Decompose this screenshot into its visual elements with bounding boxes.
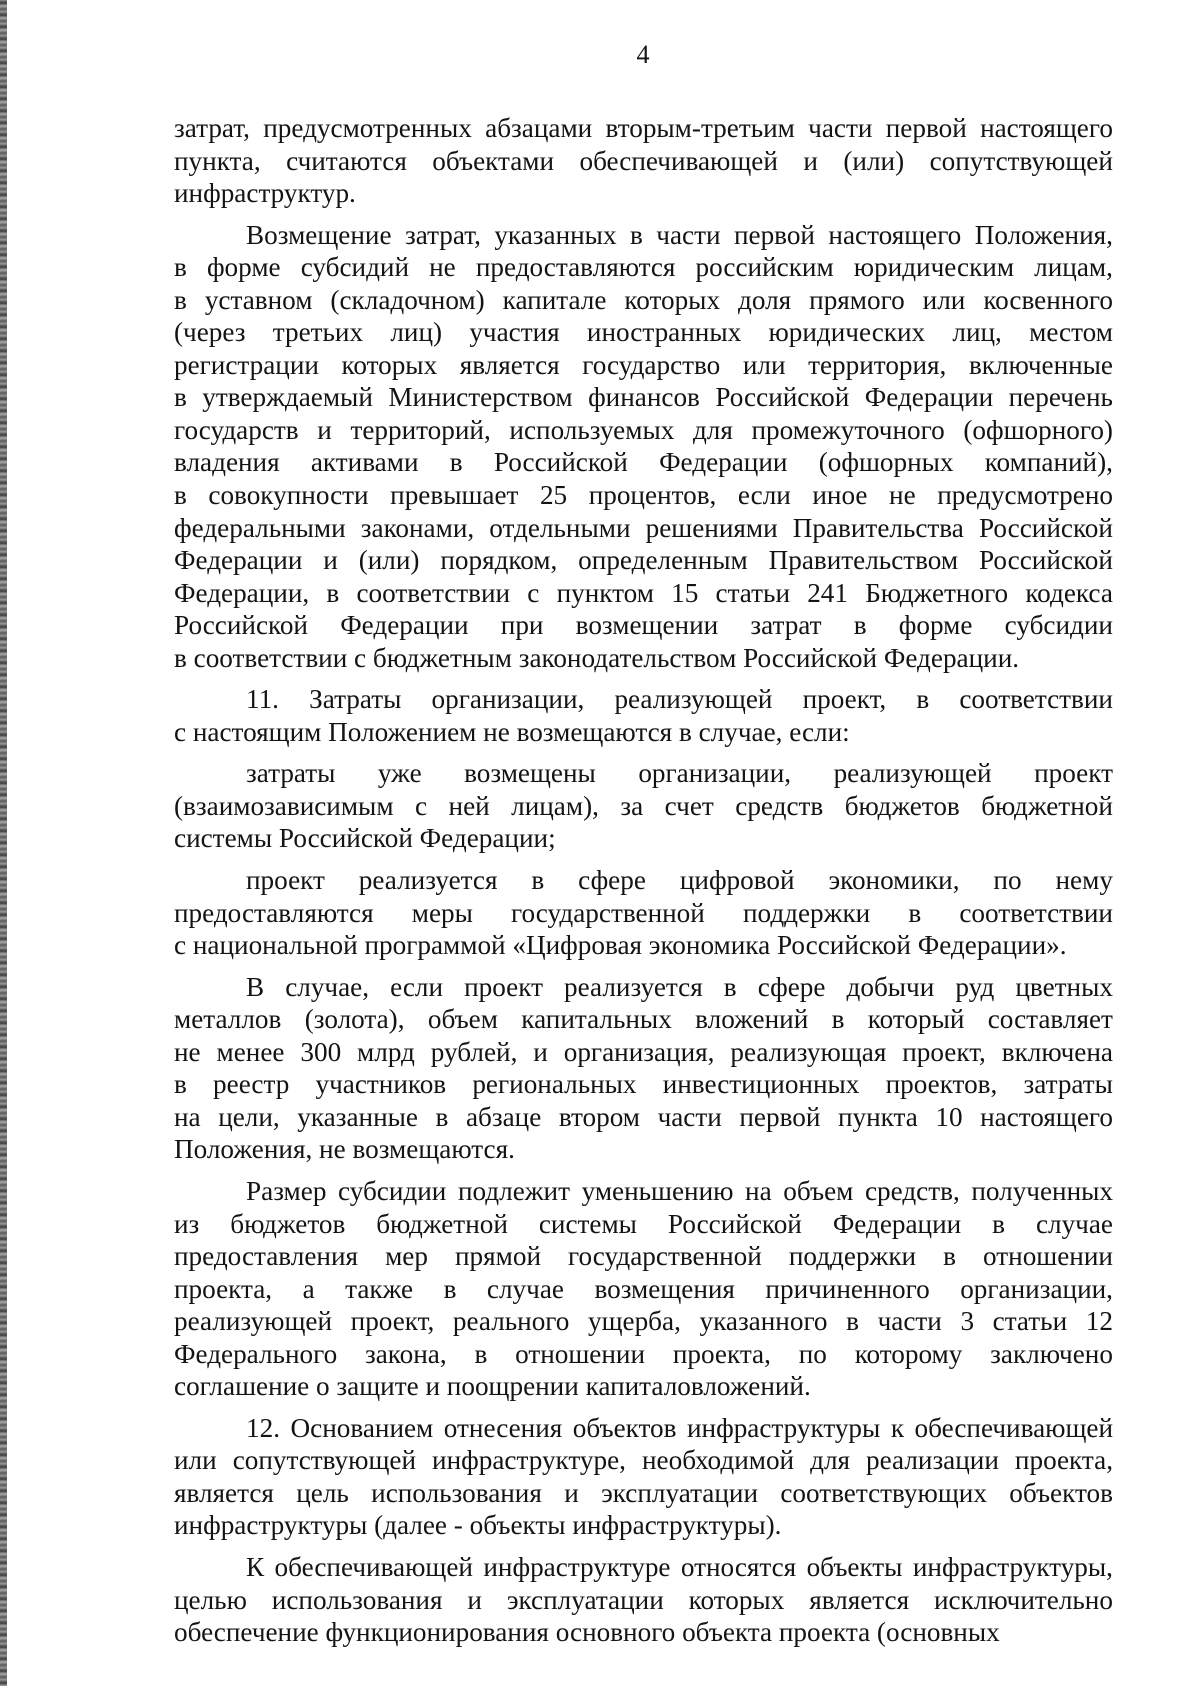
text-line: металлов (золота), объем капитальных вложений в который составляет xyxy=(174,1004,1113,1035)
text-line: в соответствии с бюджетным законодательством Российской Федерации. xyxy=(174,642,1020,673)
text-line: с национальной программой «Цифровая экономика Российской Федерации». xyxy=(174,930,1067,961)
text-line: предоставления мер прямой государственной поддержки в отношении xyxy=(174,1241,1113,1272)
paragraph xyxy=(174,1412,1113,1542)
text-line: в реестр участников региональных инвестиционных проектов, затраты xyxy=(174,1069,1113,1100)
paragraph xyxy=(174,757,1113,855)
text-line: Федерации, в соответствии с пунктом 15 статьи 241 Бюджетного кодекса xyxy=(174,577,1113,608)
text-line: в совокупности превышает 25 процентов, если иное не предусмотрено xyxy=(174,480,1113,511)
text-line: на цели, указанные в абзаце втором части первой пункта 10 настоящего xyxy=(174,1101,1113,1132)
text-line: проекта, а также в случае возмещения причиненного организации, xyxy=(174,1273,1113,1304)
text-line: пункта, считаются объектами обеспечивающей и (или) сопутствующей xyxy=(174,145,1113,176)
text-line: 12. Основанием отнесения объектов инфраструктуры к обеспечивающей xyxy=(246,1412,1113,1443)
text-line: 11. Затраты организации, реализующей проект, в соответствии xyxy=(246,684,1113,715)
text-line: предоставляются меры государственной поддержки в соответствии xyxy=(174,897,1113,928)
text-line: Размер субсидии подлежит уменьшению на объем средств, полученных xyxy=(246,1175,1113,1206)
text-line: Российской Федерации при возмещении затрат в форме субсидии xyxy=(174,610,1113,641)
paragraph xyxy=(174,971,1113,1166)
document-body xyxy=(174,112,1113,1649)
text-line: является цель использования и эксплуатации соответствующих объектов xyxy=(174,1477,1113,1508)
text-line: в форме субсидий не предоставляются российским юридическим лицам, xyxy=(174,252,1113,283)
text-line: владения активами в Российской Федерации (офшорных компаний), xyxy=(174,447,1113,478)
text-line: обеспечение функционирования основного объекта проекта (основных xyxy=(174,1617,1000,1648)
paragraph xyxy=(174,1175,1113,1403)
text-line: в утверждаемый Министерством финансов Российской Федерации перечень xyxy=(174,382,1113,413)
text-line: реализующей проект, реального ущерба, указанного в части 3 статьи 12 xyxy=(174,1306,1113,1337)
paragraph xyxy=(174,219,1113,675)
text-line: в уставном (складочном) капитале которых доля прямого или косвенного xyxy=(174,284,1113,315)
text-line: К обеспечивающей инфраструктуре относятся объекты инфраструктуры, xyxy=(246,1551,1113,1582)
text-line: не менее 300 млрд рублей, и организация, реализующая проект, включена xyxy=(174,1036,1113,1067)
text-line: с настоящим Положением не возмещаются в случае, если: xyxy=(174,716,850,747)
text-line: федеральными законами, отдельными решениями Правительства Российской xyxy=(174,512,1113,543)
text-line: из бюджетов бюджетной системы Российской Федерации в случае xyxy=(174,1208,1113,1239)
text-line: Возмещение затрат, указанных в части первой настоящего Положения, xyxy=(246,219,1113,250)
text-line: соглашение о защите и поощрении капиталовложений. xyxy=(174,1371,811,1402)
text-line: затрат, предусмотренных абзацами вторым-третьим части первой настоящего xyxy=(174,113,1113,143)
text-line: Федерации и (или) порядком, определенным Правительством Российской xyxy=(174,545,1113,576)
text-line: государств и территорий, используемых для промежуточного (офшорного) xyxy=(174,414,1113,445)
text-line: (взаимозависимым с ней лицам), за счет средств бюджетов бюджетной xyxy=(174,790,1113,821)
page-number: 4 xyxy=(636,40,650,69)
text-line: инфраструктуры (далее - объекты инфраструктуры). xyxy=(174,1510,782,1541)
text-line: проект реализуется в сфере цифровой экономики, по нему xyxy=(246,865,1113,896)
text-line: или сопутствующей инфраструктуре, необходимой для реализации проекта, xyxy=(174,1445,1113,1476)
text-line: регистрации которых является государство или территория, включенные xyxy=(174,349,1113,380)
text-line: целью использования и эксплуатации которых является исключительно xyxy=(174,1584,1113,1615)
paragraph xyxy=(174,112,1113,210)
paragraph xyxy=(174,864,1113,962)
text-line: В случае, если проект реализуется в сфере добычи руд цветных xyxy=(246,971,1113,1002)
text-line: Федерального закона, в отношении проекта, по которому заключено xyxy=(174,1338,1113,1369)
text-line: затраты уже возмещены организации, реализующей проект xyxy=(246,758,1113,789)
paragraph xyxy=(174,683,1113,748)
text-line: системы Российской Федерации; xyxy=(174,823,556,854)
text-line: Положения, не возмещаются. xyxy=(174,1134,515,1165)
text-line: инфраструктур. xyxy=(174,178,356,209)
paragraph xyxy=(174,1551,1113,1649)
text-line: (через третьих лиц) участия иностранных юридических лиц, местом xyxy=(174,317,1113,348)
